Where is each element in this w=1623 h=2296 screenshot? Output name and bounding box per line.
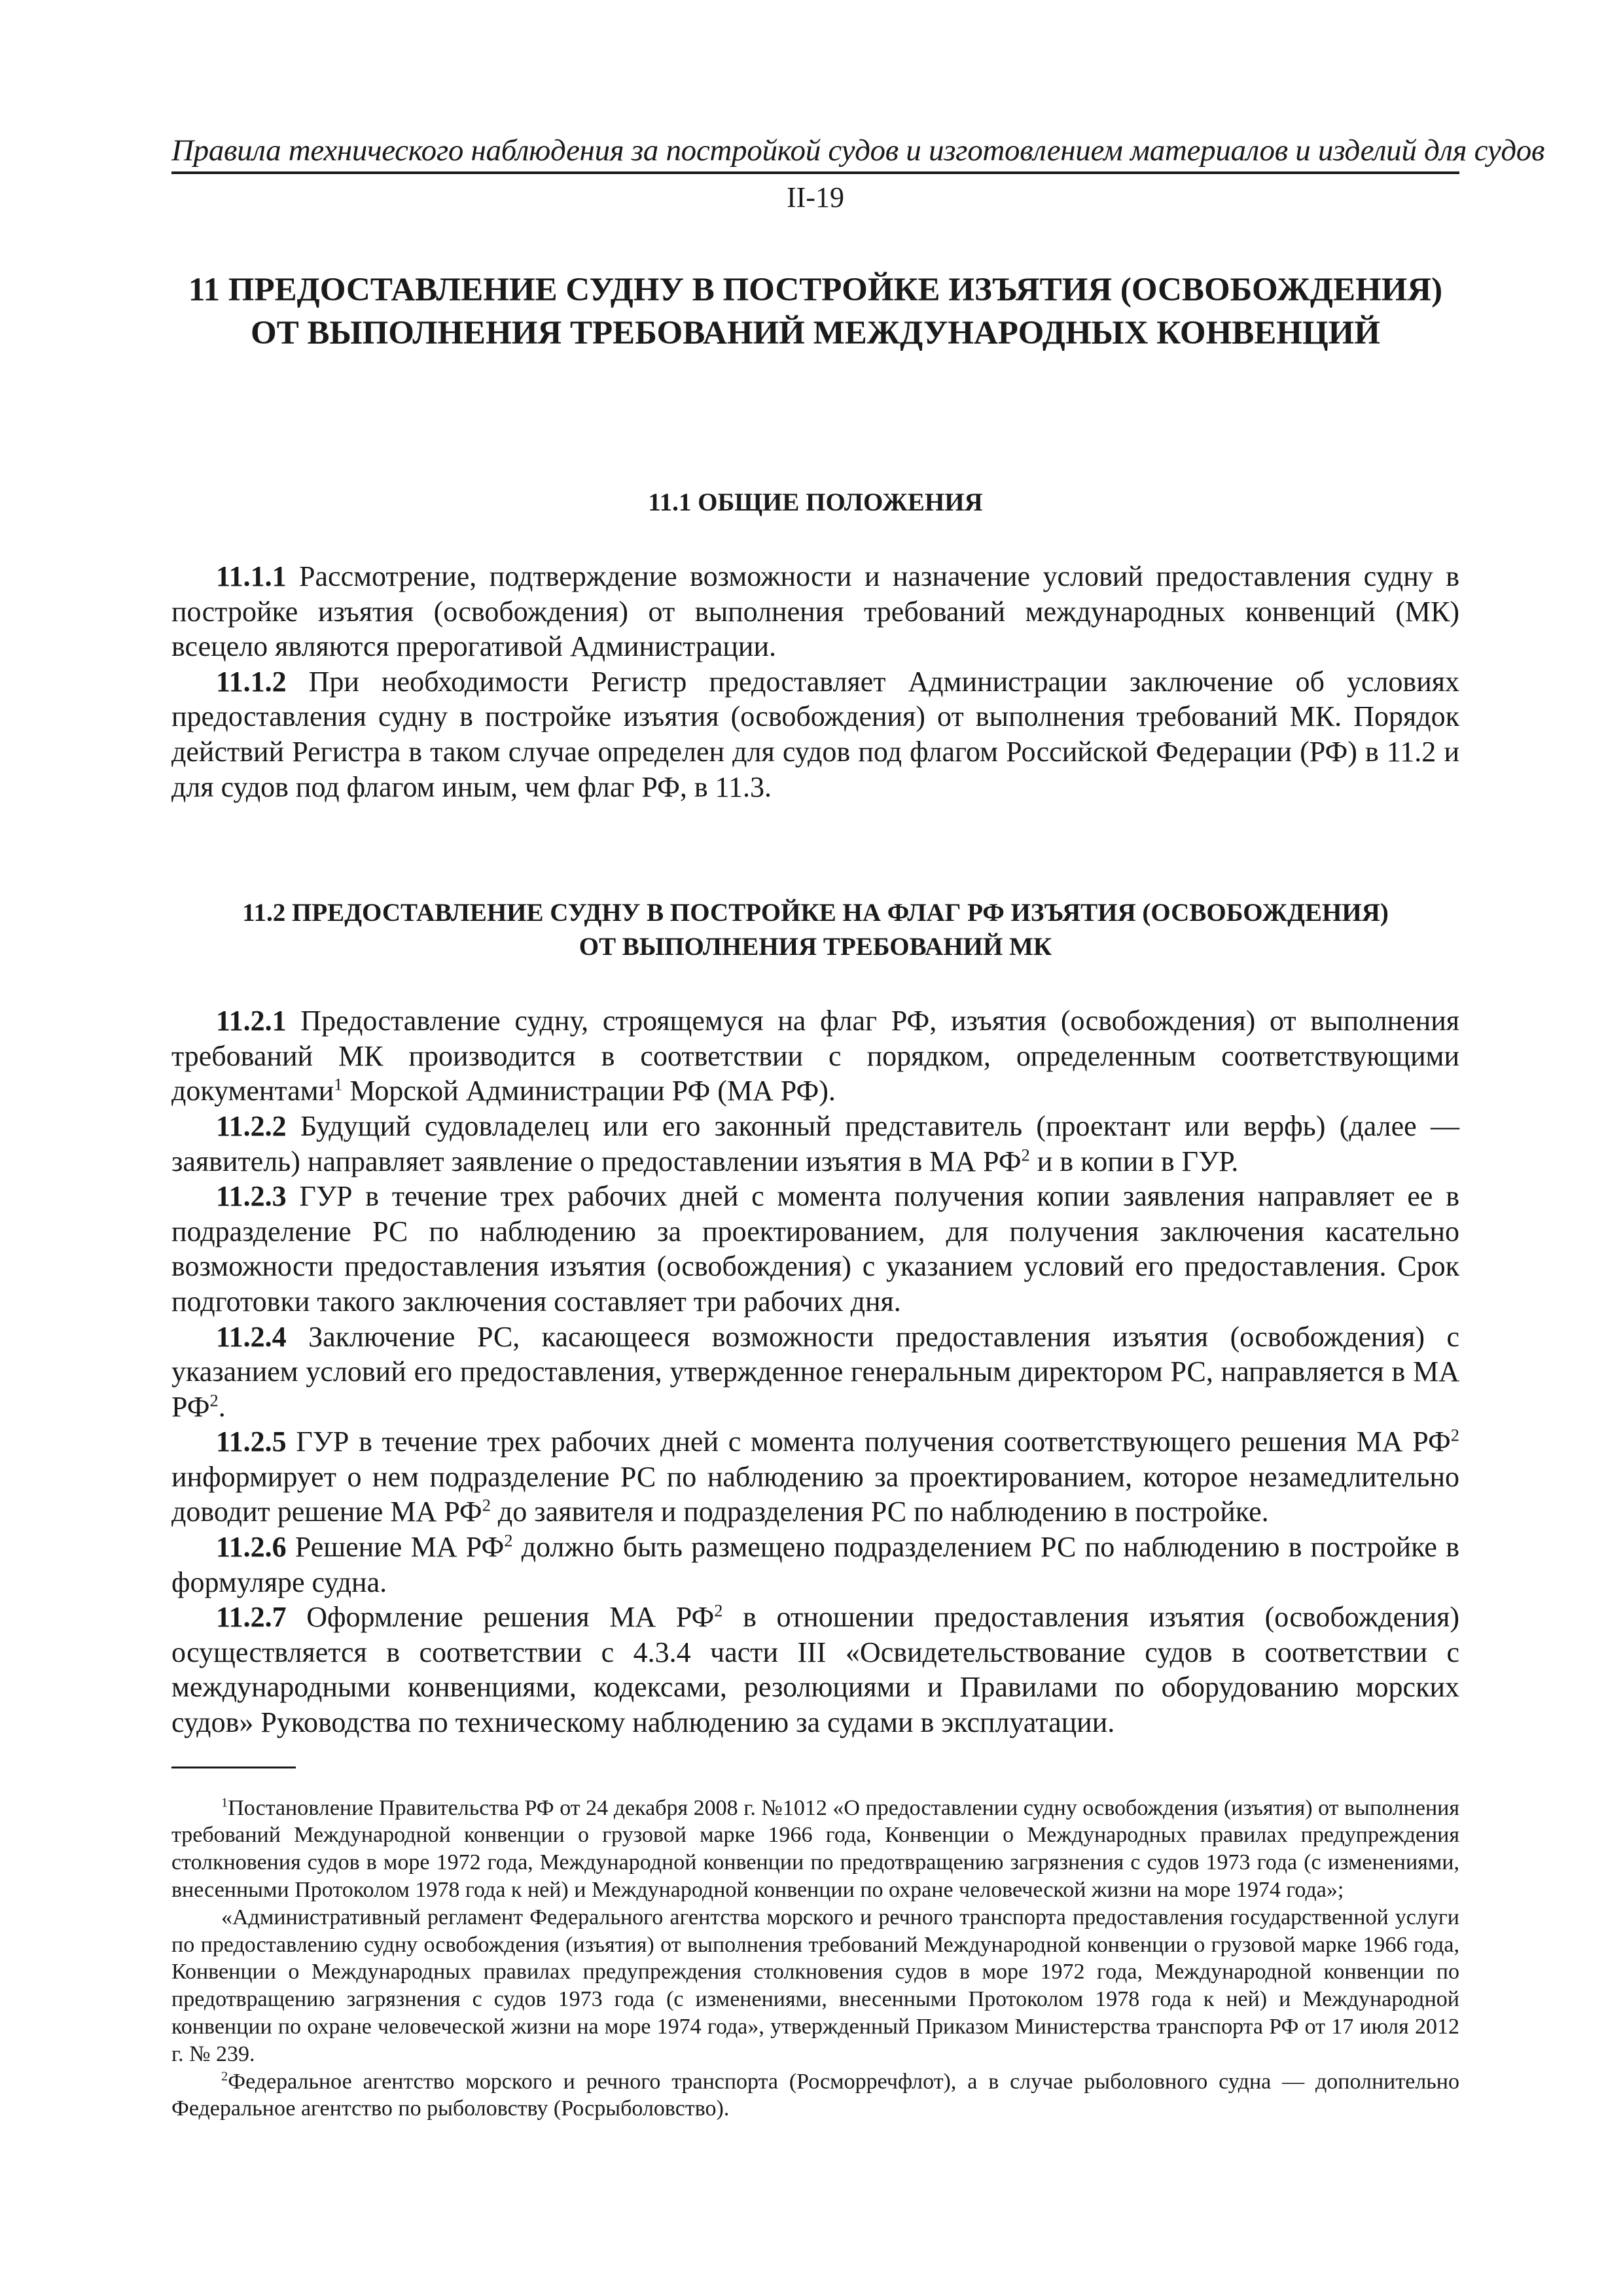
chapter-title-line-1: 11 ПРЕДОСТАВЛЕНИЕ СУДНУ В ПОСТРОЙКЕ ИЗЪЯТИЯ (ОСВОБОЖДЕНИЯ) [188, 272, 1443, 308]
footnote-text: Постановление Правительства РФ от 24 декабря 2008 г. №1012 «О предоставлении судну освобождения (изъятия) от выполнения требований Международной конвенции о грузовой марке 1966 года, Конвенции о Международных правилах предупреждения столкновения судов в море 1972 года, Международной конвенции по предотвращению загрязнения с судов 1973 года (с изменениями, внесенными Протоколом 1978 года к ней) и Международной конвенции по охране человеческой жизни на море 1974 года»; [171, 1795, 1459, 1903]
section-body-11-1 [171, 559, 1459, 804]
paragraph-number: 11.2.6 [216, 1531, 287, 1564]
paragraph-11-2-5 [171, 1424, 1459, 1530]
paragraph-text: Будущий судовладелец или его законный представитель (проектант или верфь) (далее — заявитель) направляет заявление о предоставлении изъятия в МА РФ [171, 1109, 1459, 1177]
section-title-11-1 [171, 486, 1459, 520]
paragraph-11-1-1 [171, 559, 1459, 664]
paragraph-11-2-1 [171, 1003, 1459, 1109]
footnote-ref[interactable]: 2 [504, 1530, 513, 1551]
footnote-mark: 2 [221, 2069, 228, 2084]
paragraph-text: ГУР в течение трех рабочих дней с момента получения копии заявления направляет ее в подразделение РС по наблюдению за проектированием, для получения заключения касательно возможности предоставления изъятия (освобождения) с указанием условий его предоставления. Срок подготовки такого заключения составляет три рабочих дня. [171, 1180, 1459, 1318]
paragraph-text: в отношении предоставления изъятия (освобождения) осуществляется в соответствии с 4.3.4 части III «Освидетельствование судов в соответствии с международными конвенциями, кодексами, резолюциями и Правилами по оборудованию морских судов» Руководства по техническому наблюдению за судами в эксплуатации. [171, 1601, 1459, 1739]
footnote-mark: 1 [221, 1795, 228, 1810]
chapter-title-line-2: ОТ ВЫПОЛНЕНИЯ ТРЕБОВАНИЙ МЕЖДУНАРОДНЫХ КОНВЕНЦИЙ [251, 315, 1380, 351]
section-title-11-2-line-2: ОТ ВЫПОЛНЕНИЯ ТРЕБОВАНИЙ МК [579, 933, 1052, 961]
paragraph-text: . [218, 1390, 226, 1423]
footnote-ref[interactable]: 2 [1021, 1144, 1030, 1164]
paragraph-text: ГУР в течение трех рабочих дней с момента получения соответствующего решения МА РФ [286, 1426, 1451, 1458]
paragraph-number: 11.2.2 [216, 1109, 287, 1142]
paragraph-text: Рассмотрение, подтверждение возможности и назначение условий предоставления судну в постройке изъятия (освобождения) от выполнения требований международных конвенций (МК) всецело являются прерогативой Администрации. [171, 560, 1459, 663]
section-body-11-2 [171, 1003, 1459, 1740]
paragraph-number: 11.2.5 [216, 1426, 287, 1458]
footnote-1 [171, 1795, 1459, 1904]
paragraph-text: Решение МА РФ [286, 1531, 505, 1564]
section-title-11-2-line-1: 11.2 ПРЕДОСТАВЛЕНИЕ СУДНУ В ПОСТРОЙКЕ НА ФЛАГ РФ ИЗЪЯТИЯ (ОСВОБОЖДЕНИЯ) [242, 899, 1389, 927]
paragraph-text: информирует о нем подразделение РС по наблюдению за проектированием, которое незамедлительно доводит решение МА РФ [171, 1460, 1459, 1528]
paragraph-text: Предоставление судну, строящемуся на флаг РФ, изъятия (освобождения) от выполнения требований МК производится в соответствии с порядком, определенным соответствующими документами [171, 1005, 1459, 1107]
header-rule [171, 171, 1459, 174]
paragraph-text: При необходимости Регистр предоставляет Администрации заключение об условиях предоставления судну в постройке изъятия (освобождения) от выполнения требований МК. Порядок действий Регистра в таком случае определен для судов под флагом Российской Федерации (РФ) в 11.2 и для судов под флагом иным, чем флаг РФ, в 11.3. [171, 665, 1459, 803]
document-page [171, 131, 1545, 2123]
paragraph-number: 11.2.7 [216, 1601, 287, 1634]
footnote-ref[interactable]: 2 [209, 1390, 219, 1410]
footnote-1-continued [171, 1904, 1459, 2068]
paragraph-11-1-2 [171, 664, 1459, 804]
paragraph-number: 11.1.1 [216, 560, 287, 592]
footnote-ref[interactable]: 2 [1450, 1425, 1459, 1445]
chapter-title [171, 268, 1459, 355]
running-header: Правила технического наблюдения за постройкой судов и изготовлением материалов и изделий для судов [171, 134, 1545, 168]
section-title-11-1-text: 11.1 ОБЩИЕ ПОЛОЖЕНИЯ [648, 488, 983, 516]
footnote-separator [171, 1767, 296, 1768]
paragraph-11-2-4 [171, 1319, 1459, 1425]
paragraph-number: 11.1.2 [216, 665, 287, 698]
paragraph-11-2-2 [171, 1109, 1459, 1179]
paragraph-text: Морской Администрации РФ (МА РФ). [342, 1075, 836, 1107]
footnote-ref[interactable]: 2 [482, 1495, 491, 1515]
footnote-ref[interactable]: 1 [334, 1074, 343, 1094]
footnote-text: Федеральное агентство морского и речного транспорта (Росморречфлот), а в случае рыболовного судна — дополнительно Федеральное агентство по рыболовству (Росрыболовство). [171, 2069, 1459, 2121]
footnotes [171, 1795, 1459, 2123]
paragraph-number: 11.2.4 [216, 1320, 287, 1353]
section-title-11-2 [171, 896, 1459, 964]
paragraph-11-2-3 [171, 1179, 1459, 1319]
paragraph-text: до заявителя и подразделения РС по наблюдению в постройке. [490, 1496, 1269, 1528]
paragraph-text: Заключение РС, касающееся возможности предоставления изъятия (освобождения) с указанием условий его предоставления, утвержденное генеральным директором РС, направляется в МА РФ [171, 1320, 1459, 1423]
paragraph-text: Оформление решения МА РФ [286, 1601, 715, 1634]
footnote-2 [171, 2068, 1459, 2123]
paragraph-number: 11.2.3 [216, 1180, 287, 1213]
paragraph-text: и в копии в ГУР. [1029, 1145, 1239, 1177]
paragraph-number: 11.2.1 [216, 1005, 287, 1037]
paragraph-text: должно быть размещено подразделением РС по наблюдению в постройке в формуляре судна. [171, 1531, 1459, 1598]
footnote-text: «Административный регламент Федерального агентства морского и речного транспорта предоставления государственной услуги по предоставлению судну освобождения (изъятия) от выполнения требований Международной конвенции о грузовой марке 1966 года, Конвенции о Международных правилах предупреждения столкновения судов в море 1972 года, Международной конвенции по предотвращению загрязнения с судов 1973 года (с изменениями, внесенными Протоколом 1978 года к ней) и Международной конвенции по охране человеческой жизни на море 1974 года», утвержденный Приказом Министерства транспорта РФ от 17 июля 2012 г. № 239. [171, 1905, 1459, 2066]
footnote-ref[interactable]: 2 [714, 1600, 723, 1621]
page-number: II-19 [787, 181, 844, 213]
paragraph-11-2-7 [171, 1600, 1459, 1740]
paragraph-11-2-6 [171, 1530, 1459, 1600]
